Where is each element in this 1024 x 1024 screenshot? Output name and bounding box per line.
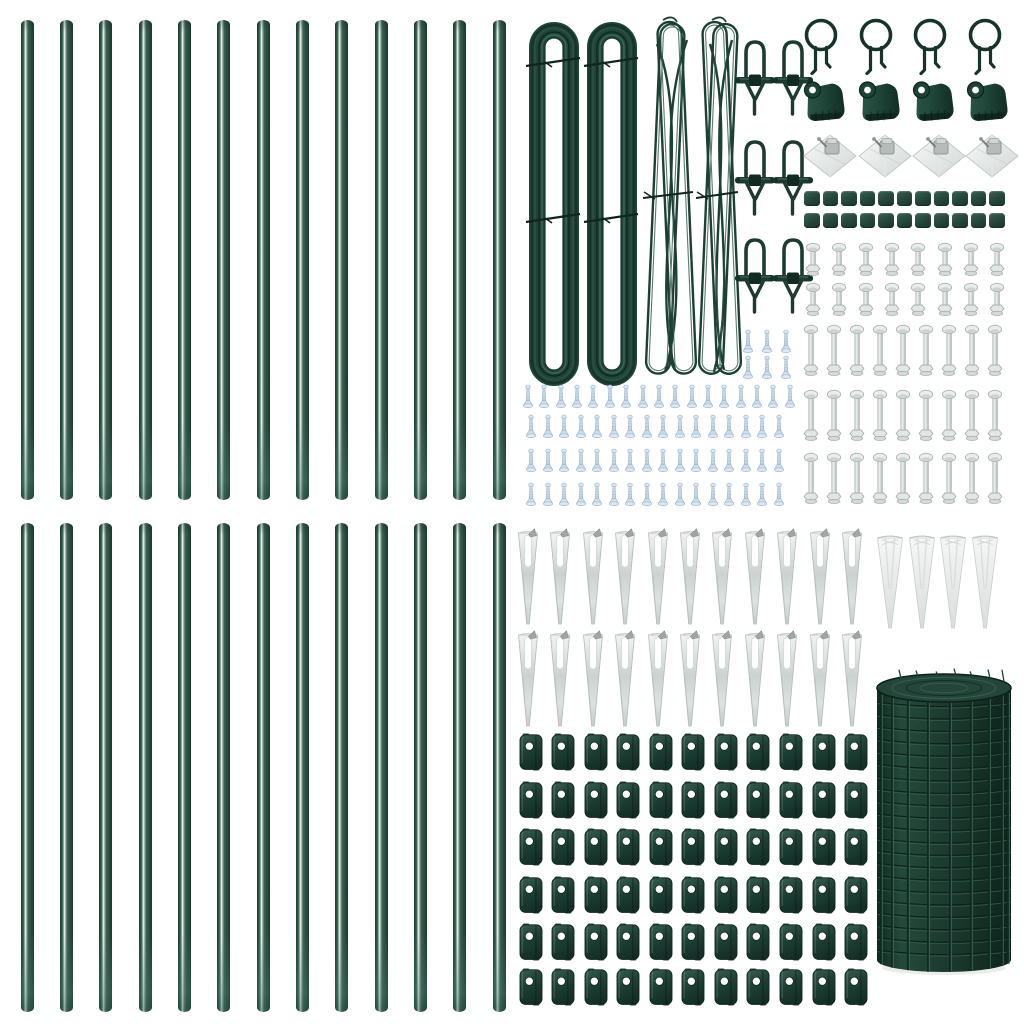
ground-spike <box>515 528 541 628</box>
mesh-clip <box>779 923 803 961</box>
fence-post <box>99 20 112 500</box>
bolt-long <box>894 452 912 506</box>
mesh-clip <box>714 923 738 961</box>
screw <box>780 329 792 355</box>
screw <box>761 355 773 381</box>
wire-coil-thick <box>524 18 584 394</box>
screw <box>740 448 752 474</box>
mesh-clip <box>584 876 608 914</box>
ground-spike <box>742 630 768 730</box>
bolt-long <box>848 452 866 506</box>
fence-post <box>217 523 230 1012</box>
square-cap <box>841 213 857 228</box>
screw <box>784 384 796 410</box>
fence-post <box>257 20 270 500</box>
bolt-short <box>857 282 875 318</box>
screw <box>756 414 768 440</box>
screw <box>542 482 554 508</box>
screw <box>604 384 616 410</box>
screw <box>575 448 587 474</box>
screw <box>657 448 669 474</box>
base-plate <box>911 132 967 182</box>
fence-post <box>414 523 427 1012</box>
fence-post <box>178 523 191 1012</box>
post-cap <box>964 78 1010 128</box>
mesh-clip <box>616 876 640 914</box>
ground-spike <box>774 528 800 628</box>
bolt-long <box>917 389 935 443</box>
screw <box>558 414 570 440</box>
screw <box>591 448 603 474</box>
ring-clip <box>965 14 1005 78</box>
fence-post <box>335 523 348 1012</box>
mesh-clip <box>779 733 803 771</box>
fence-post <box>493 523 506 1012</box>
mesh-clip <box>616 968 640 1006</box>
square-cap <box>860 191 876 206</box>
bolt-long <box>917 324 935 378</box>
screw <box>669 384 681 410</box>
fence-post <box>296 523 309 1012</box>
mesh-clip <box>714 968 738 1006</box>
mesh-clip <box>649 923 673 961</box>
mesh-clip <box>551 923 575 961</box>
screw <box>624 448 636 474</box>
fence-post <box>375 20 388 500</box>
screw <box>591 414 603 440</box>
ground-spike <box>742 528 768 628</box>
mesh-clip <box>616 733 640 771</box>
mesh-clip <box>649 876 673 914</box>
screw <box>525 448 537 474</box>
bolt-long <box>940 389 958 443</box>
screw <box>641 482 653 508</box>
screw <box>773 414 785 440</box>
mesh-clip <box>746 781 770 819</box>
fence-post <box>375 523 388 1012</box>
square-cap <box>878 191 894 206</box>
mesh-clip <box>844 828 868 866</box>
screw <box>637 384 649 410</box>
mesh-clip <box>616 781 640 819</box>
mesh-clip <box>681 781 705 819</box>
bolt-short <box>830 242 848 278</box>
screw <box>575 482 587 508</box>
square-cap <box>878 213 894 228</box>
post-cap <box>856 78 902 128</box>
fence-post <box>99 523 112 1012</box>
square-cap <box>934 213 950 228</box>
screw <box>742 355 754 381</box>
bolt-long <box>825 452 843 506</box>
screw <box>707 482 719 508</box>
square-cap <box>841 191 857 206</box>
fence-post <box>453 523 466 1012</box>
bolt-short <box>909 242 927 278</box>
mesh-clip <box>779 968 803 1006</box>
fence-post <box>60 523 73 1012</box>
bolt-short <box>988 282 1006 318</box>
screw <box>558 482 570 508</box>
mesh-clip <box>746 733 770 771</box>
mesh-clip <box>519 876 543 914</box>
mesh-clip <box>779 781 803 819</box>
screw <box>641 448 653 474</box>
screw <box>740 482 752 508</box>
mesh-clip <box>616 923 640 961</box>
mesh-clip <box>812 876 836 914</box>
square-cap <box>804 191 820 206</box>
ground-spike <box>612 528 638 628</box>
square-cap <box>804 213 820 228</box>
screw <box>756 448 768 474</box>
screw <box>653 384 665 410</box>
mesh-clip <box>584 781 608 819</box>
fence-post <box>178 20 191 500</box>
bolt-long <box>963 324 981 378</box>
mesh-clip <box>681 733 705 771</box>
screw <box>608 414 620 440</box>
ground-spike <box>839 528 865 628</box>
screw <box>773 482 785 508</box>
screw <box>674 414 686 440</box>
screw <box>702 384 714 410</box>
fence-post <box>453 20 466 500</box>
bolt-short <box>962 242 980 278</box>
bolt-short <box>988 242 1006 278</box>
screw <box>525 414 537 440</box>
square-cap <box>915 213 931 228</box>
square-cap <box>934 191 950 206</box>
bolt-long <box>986 452 1004 506</box>
ground-spike <box>709 630 735 730</box>
bolt-long <box>986 324 1004 378</box>
ring-clip <box>801 14 841 78</box>
screw <box>542 414 554 440</box>
fence-post <box>139 523 152 1012</box>
bolt-long <box>940 452 958 506</box>
bolt-short <box>804 242 822 278</box>
ring-clip <box>856 14 896 78</box>
mesh-clip <box>812 923 836 961</box>
mesh-clip <box>584 968 608 1006</box>
mesh-clip <box>844 876 868 914</box>
ground-spike <box>839 630 865 730</box>
square-cap <box>989 213 1005 228</box>
screw <box>740 414 752 440</box>
mesh-clip <box>551 828 575 866</box>
screw <box>624 414 636 440</box>
square-cap <box>971 213 987 228</box>
ground-spike <box>612 630 638 730</box>
square-cap <box>915 191 931 206</box>
bolt-short <box>936 282 954 318</box>
mesh-clip <box>649 733 673 771</box>
fence-post <box>335 20 348 500</box>
mesh-clip <box>551 876 575 914</box>
mesh-roll <box>871 662 1017 980</box>
screw <box>575 414 587 440</box>
bolt-short <box>883 282 901 318</box>
screw <box>780 355 792 381</box>
mesh-clip <box>551 781 575 819</box>
screw <box>608 448 620 474</box>
mesh-clip <box>812 828 836 866</box>
bolt-long <box>871 389 889 443</box>
screw <box>558 448 570 474</box>
bolt-long <box>963 452 981 506</box>
screw <box>641 414 653 440</box>
screw <box>767 384 779 410</box>
post-cap <box>910 78 956 128</box>
ground-spike <box>645 528 671 628</box>
mesh-clip <box>681 828 705 866</box>
mesh-clip <box>812 968 836 1006</box>
wire-coil-thin <box>643 14 699 394</box>
base-plate <box>857 132 913 182</box>
mesh-clip <box>584 828 608 866</box>
fence-post <box>296 20 309 500</box>
bolt-short <box>857 242 875 278</box>
wire-coil-thick <box>582 18 642 394</box>
mesh-clip <box>779 828 803 866</box>
ground-spike-plain <box>907 531 937 631</box>
screw <box>690 482 702 508</box>
screw <box>723 482 735 508</box>
ground-spike-plain <box>970 531 1000 631</box>
fence-post <box>414 20 427 500</box>
mesh-clip <box>519 781 543 819</box>
screw <box>756 482 768 508</box>
screw <box>723 414 735 440</box>
square-cap <box>897 191 913 206</box>
mesh-clip <box>812 781 836 819</box>
screw <box>555 384 567 410</box>
screw <box>538 384 550 410</box>
fence-post <box>21 20 34 500</box>
square-cap <box>823 213 839 228</box>
mesh-clip <box>844 968 868 1006</box>
fence-post <box>493 20 506 500</box>
mesh-clip <box>746 923 770 961</box>
bolt-long <box>825 389 843 443</box>
bolt-long <box>802 452 820 506</box>
ground-spike <box>807 630 833 730</box>
mesh-clip <box>551 968 575 1006</box>
ground-spike-plain <box>938 531 968 631</box>
mesh-clip <box>714 733 738 771</box>
screw <box>657 482 669 508</box>
screw <box>690 414 702 440</box>
mesh-clip <box>519 923 543 961</box>
mesh-clip <box>746 968 770 1006</box>
ground-spike <box>580 528 606 628</box>
ground-spike <box>677 630 703 730</box>
screw <box>542 448 554 474</box>
bolt-long <box>940 324 958 378</box>
mesh-clip <box>844 781 868 819</box>
mesh-clip <box>649 968 673 1006</box>
mesh-clip <box>681 923 705 961</box>
square-cap <box>989 191 1005 206</box>
mesh-clip <box>844 923 868 961</box>
screw <box>620 384 632 410</box>
ground-spike <box>547 630 573 730</box>
post-cap <box>801 78 847 128</box>
screw <box>718 384 730 410</box>
bolt-long <box>986 389 1004 443</box>
square-cap <box>971 191 987 206</box>
mesh-clip <box>649 828 673 866</box>
screw <box>591 482 603 508</box>
ground-spike <box>547 528 573 628</box>
ground-spike <box>677 528 703 628</box>
bolt-short <box>804 282 822 318</box>
bolt-long <box>871 324 889 378</box>
bolt-short <box>883 242 901 278</box>
bolt-long <box>963 389 981 443</box>
mesh-clip <box>844 733 868 771</box>
screw <box>525 482 537 508</box>
bolt-long <box>825 324 843 378</box>
bolt-long <box>894 389 912 443</box>
base-plate <box>802 132 858 182</box>
bolt-short <box>830 282 848 318</box>
fence-post <box>21 523 34 1012</box>
screw <box>742 329 754 355</box>
ground-spike <box>807 528 833 628</box>
screw <box>608 482 620 508</box>
mesh-clip <box>551 733 575 771</box>
square-cap <box>823 191 839 206</box>
mesh-clip <box>519 733 543 771</box>
screw <box>522 384 534 410</box>
mesh-clip <box>519 828 543 866</box>
base-plate <box>964 132 1020 182</box>
fence-post <box>139 20 152 500</box>
mesh-clip <box>714 781 738 819</box>
mesh-clip <box>519 968 543 1006</box>
fence-post <box>257 523 270 1012</box>
ground-spike <box>709 528 735 628</box>
bolt-long <box>917 452 935 506</box>
bolt-short <box>962 282 980 318</box>
fence-post <box>60 20 73 500</box>
screw <box>686 384 698 410</box>
mesh-clip <box>714 876 738 914</box>
bolt-long <box>802 324 820 378</box>
ground-spike <box>645 630 671 730</box>
mesh-clip <box>681 876 705 914</box>
ground-spike-plain <box>875 531 905 631</box>
screw <box>773 448 785 474</box>
mesh-clip <box>584 733 608 771</box>
bolt-long <box>871 452 889 506</box>
bolt-long <box>848 324 866 378</box>
mesh-clip <box>681 968 705 1006</box>
mesh-clip <box>812 733 836 771</box>
mesh-clip <box>714 828 738 866</box>
mesh-clip <box>584 923 608 961</box>
screw <box>657 414 669 440</box>
screw <box>707 448 719 474</box>
bolt-long <box>848 389 866 443</box>
screw <box>707 414 719 440</box>
screw <box>735 384 747 410</box>
mesh-clip <box>746 828 770 866</box>
screw <box>624 482 636 508</box>
square-cap <box>952 191 968 206</box>
mesh-clip <box>649 781 673 819</box>
screw <box>723 448 735 474</box>
mesh-clip <box>746 876 770 914</box>
screw <box>751 384 763 410</box>
square-cap <box>897 213 913 228</box>
screw <box>587 384 599 410</box>
bolt-long <box>802 389 820 443</box>
square-cap <box>860 213 876 228</box>
screw <box>761 329 773 355</box>
screw <box>571 384 583 410</box>
mesh-clip <box>779 876 803 914</box>
square-cap <box>952 213 968 228</box>
screw <box>674 448 686 474</box>
screw <box>674 482 686 508</box>
bolt-short <box>936 242 954 278</box>
fence-post <box>217 20 230 500</box>
ground-spike <box>580 630 606 730</box>
bolt-long <box>894 324 912 378</box>
ground-spike <box>515 630 541 730</box>
screw <box>690 448 702 474</box>
ground-spike <box>774 630 800 730</box>
bolt-short <box>909 282 927 318</box>
mesh-clip <box>616 828 640 866</box>
ring-clip <box>910 14 950 78</box>
